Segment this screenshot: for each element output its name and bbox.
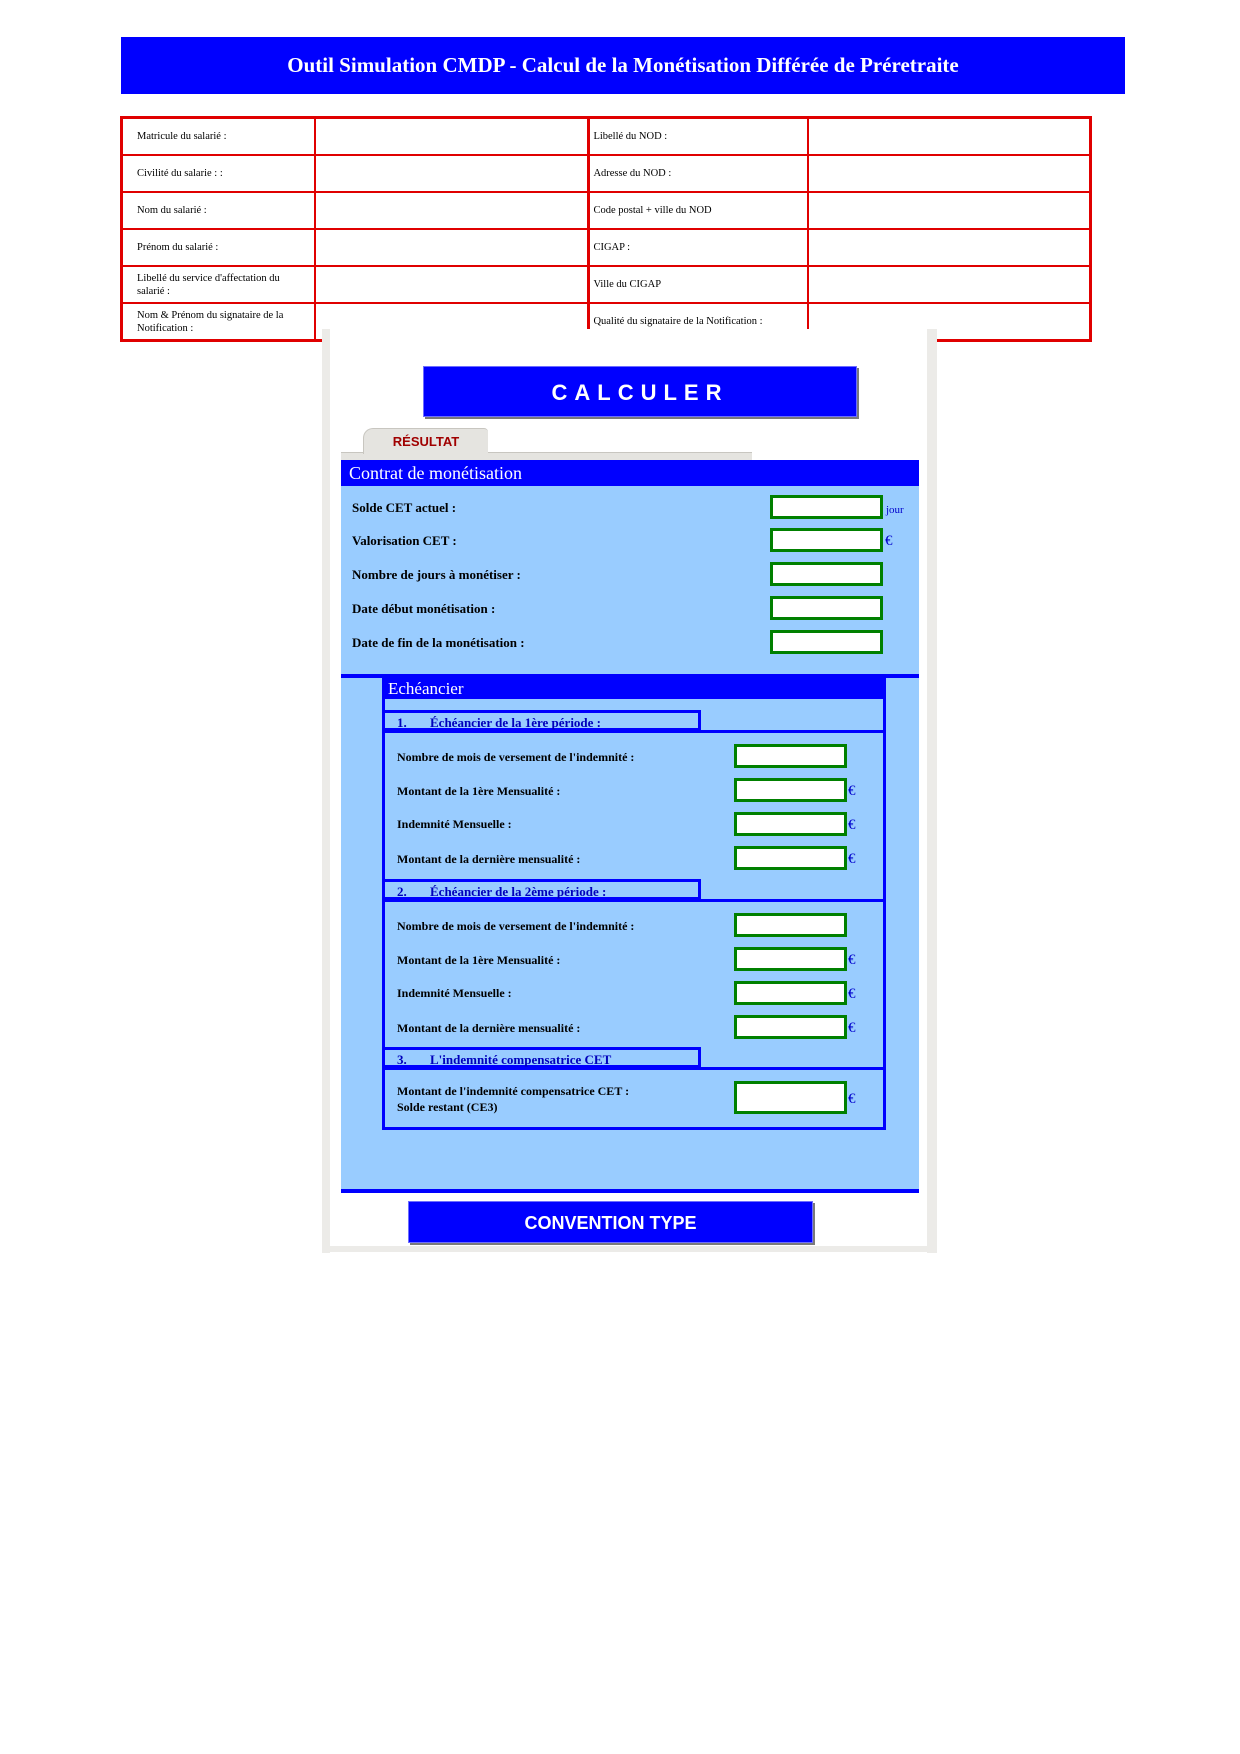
info-value-cell[interactable]	[808, 192, 1091, 229]
info-row	[122, 118, 1091, 156]
p1-nb-mois-field[interactable]	[734, 744, 847, 768]
field-label: Date de fin de la monétisation :	[352, 635, 525, 650]
calculate-button[interactable]: CALCULER	[423, 366, 857, 417]
info-label: Libellé du NOD :	[589, 118, 808, 156]
field-label: Montant de la 1ère Mensualité :	[397, 784, 561, 798]
page-title-banner	[121, 37, 1125, 94]
period-2-header	[385, 879, 701, 900]
field-sublabel: Solde restant (CE3)	[397, 1100, 498, 1114]
valorisation-cet-field[interactable]	[770, 528, 883, 552]
p2-indemnite-mensuelle-field[interactable]	[734, 981, 847, 1005]
schedule-header: Echéancier	[385, 678, 886, 699]
euro-unit: €	[885, 533, 893, 549]
info-label: Nom du salarié :	[122, 192, 316, 229]
period-2-title: Échéancier de la 2ème période :	[430, 884, 607, 899]
p1-premiere-mensualite-field[interactable]	[734, 778, 847, 802]
tab-result[interactable]: RÉSULTAT	[363, 428, 488, 454]
period-2-number: 2.	[397, 884, 407, 899]
info-value-cell[interactable]	[808, 118, 1091, 156]
info-label: CIGAP :	[589, 229, 808, 266]
field-label: Indemnité Mensuelle :	[397, 817, 512, 831]
field-label: Montant de la dernière mensualité :	[397, 852, 581, 866]
indemnite-header	[385, 1047, 701, 1068]
info-label: Code postal + ville du NOD	[589, 192, 808, 229]
panel-bottom-edge	[322, 1246, 937, 1252]
info-label: Ville du CIGAP	[589, 266, 808, 303]
euro-unit: €	[848, 817, 856, 833]
field-label: Montant de l'indemnité compensatrice CET :	[397, 1084, 630, 1098]
field-label: Montant de la 1ère Mensualité :	[397, 953, 561, 967]
euro-unit: €	[848, 851, 856, 867]
info-value-cell[interactable]	[315, 118, 589, 156]
field-label: Date début monétisation :	[352, 601, 496, 616]
date-fin-field[interactable]	[770, 630, 883, 654]
jours-monetiser-field[interactable]	[770, 562, 883, 586]
field-label: Indemnité Mensuelle :	[397, 986, 512, 1000]
info-label: Prénom du salarié :	[122, 229, 316, 266]
info-label: Qualité du signataire de la Notification :	[589, 303, 808, 341]
contract-section-header: Contrat de monétisation	[341, 460, 919, 486]
info-label: Libellé du service d'affectation du salarié :	[122, 266, 316, 303]
euro-unit: €	[848, 986, 856, 1002]
info-row	[122, 266, 1091, 303]
info-value-cell[interactable]	[315, 266, 589, 303]
info-row	[122, 155, 1091, 192]
p1-indemnite-mensuelle-field[interactable]	[734, 812, 847, 836]
info-label: Civilité du salarie : :	[122, 155, 316, 192]
p1-derniere-mensualite-field[interactable]	[734, 846, 847, 870]
p2-nb-mois-field[interactable]	[734, 913, 847, 937]
employee-info-table	[120, 116, 1092, 342]
info-value-cell[interactable]	[315, 192, 589, 229]
convention-type-button[interactable]: CONVENTION TYPE	[408, 1201, 813, 1243]
euro-unit: €	[848, 952, 856, 968]
field-label: Valorisation CET :	[352, 533, 457, 548]
info-value-cell[interactable]	[808, 229, 1091, 266]
unit-label: jour	[886, 504, 904, 516]
field-label: Nombre de mois de versement de l'indemnité :	[397, 750, 635, 764]
field-label: Solde CET actuel :	[352, 500, 457, 515]
period-1-title: Échéancier de la 1ère période :	[430, 715, 602, 730]
info-label: Adresse du NOD :	[589, 155, 808, 192]
date-debut-field[interactable]	[770, 596, 883, 620]
info-label: Nom & Prénom du signataire de la Notification :	[122, 303, 316, 341]
info-label: Matricule du salarié :	[122, 118, 316, 156]
field-label: Nombre de mois de versement de l'indemnité :	[397, 919, 635, 933]
info-value-cell[interactable]	[315, 155, 589, 192]
indemnite-title: L'indemnité compensatrice CET	[430, 1052, 612, 1067]
info-value-cell[interactable]	[808, 155, 1091, 192]
info-row	[122, 192, 1091, 229]
indemnite-compensatrice-field[interactable]	[734, 1081, 847, 1114]
field-label: Nombre de jours à monétiser :	[352, 567, 521, 582]
field-label: Montant de la dernière mensualité :	[397, 1021, 581, 1035]
period-1-number: 1.	[397, 715, 407, 730]
euro-unit: €	[848, 783, 856, 799]
page-title: Outil Simulation CMDP - Calcul de la Monétisation Différée de Préretraite	[287, 53, 959, 77]
info-value-cell[interactable]	[808, 266, 1091, 303]
indemnite-number: 3.	[397, 1052, 407, 1067]
result-bottom-rule	[341, 1189, 919, 1193]
euro-unit: €	[848, 1091, 856, 1107]
euro-unit: €	[848, 1020, 856, 1036]
p2-derniere-mensualite-field[interactable]	[734, 1015, 847, 1039]
period-1-header	[385, 710, 701, 731]
info-value-cell[interactable]	[315, 229, 589, 266]
solde-cet-field[interactable]	[770, 495, 883, 519]
p2-premiere-mensualite-field[interactable]	[734, 947, 847, 971]
info-row	[122, 229, 1091, 266]
